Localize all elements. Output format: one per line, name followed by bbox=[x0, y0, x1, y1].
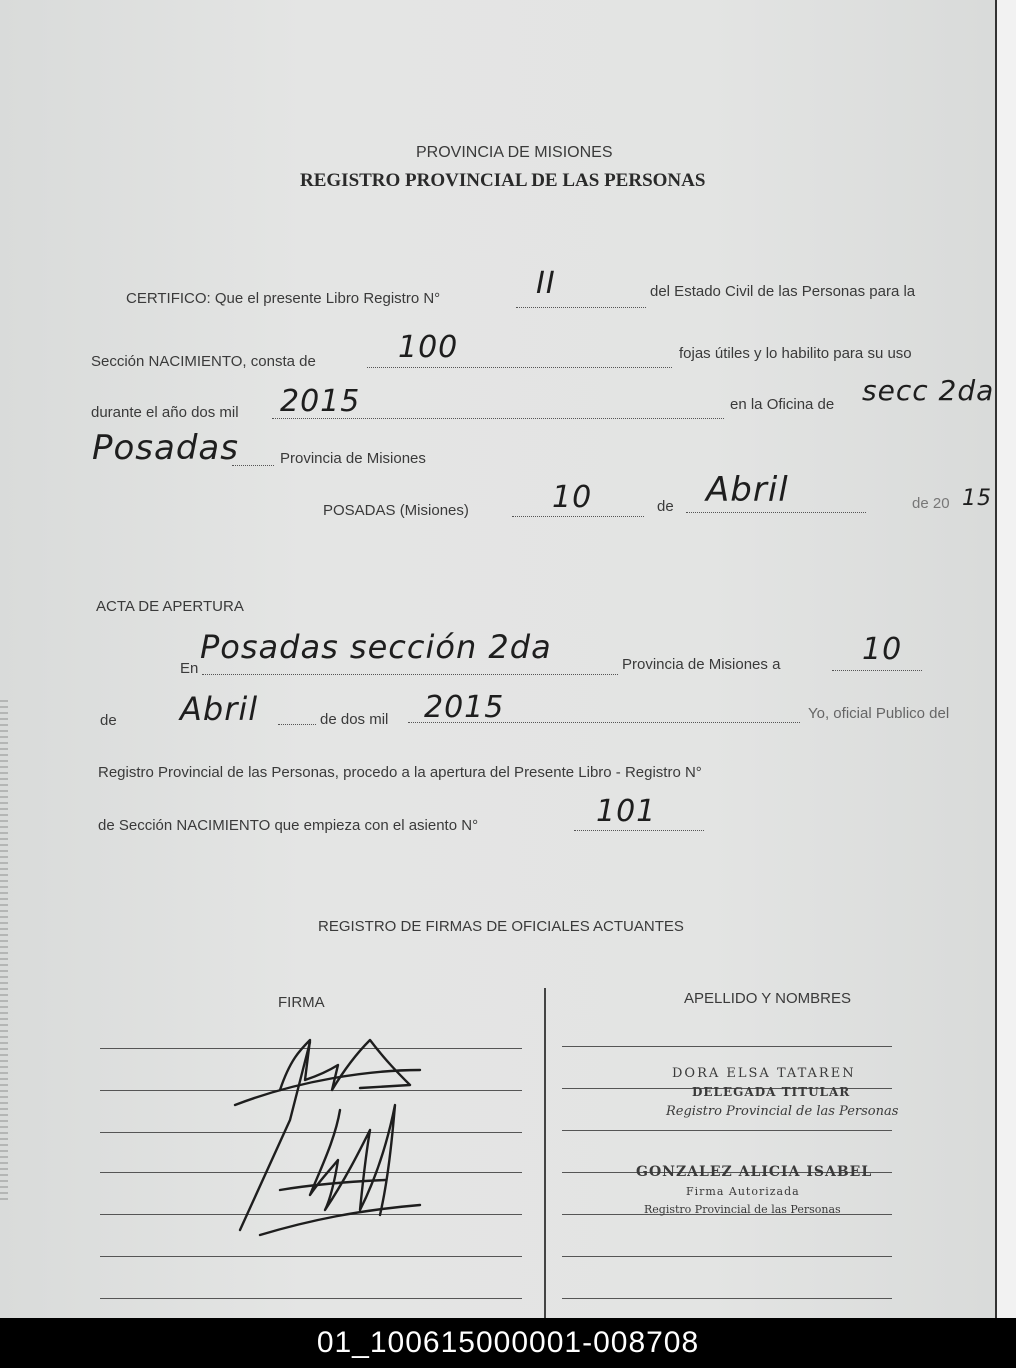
firmas-col-nombres: APELLIDO Y NOMBRES bbox=[684, 990, 852, 1007]
dotted-fill bbox=[202, 674, 618, 675]
dotted-fill bbox=[512, 516, 644, 517]
apertura-place: Posadas sección 2da bbox=[200, 628, 552, 666]
scan-artifact bbox=[0, 700, 8, 1200]
apertura-month: Abril bbox=[180, 690, 259, 728]
cert-city: Posadas bbox=[92, 428, 239, 468]
image-id-bar: 01_100615000001-008708 bbox=[0, 1318, 1016, 1368]
cert-line2-prefix: Sección NACIMIENTO, consta de bbox=[91, 353, 316, 370]
cert-date-prefix: POSADAS (Misiones) bbox=[323, 502, 469, 519]
stamp1-name: DORA ELSA TATAREN bbox=[672, 1066, 856, 1081]
dotted-fill bbox=[516, 307, 646, 308]
cert-fojas-count: 100 bbox=[398, 330, 459, 365]
cert-line4-suffix: Provincia de Misiones bbox=[280, 450, 426, 467]
registry-heading: REGISTRO PROVINCIAL DE LAS PERSONAS bbox=[300, 170, 706, 191]
apertura-line-registro: Registro Provincial de las Personas, procedo a la apertura del Presente Libro - Registro N° bbox=[98, 764, 702, 781]
column-divider bbox=[544, 988, 546, 1318]
apertura-yo-oficial: Yo, oficial Publico del bbox=[808, 705, 950, 722]
signature-line bbox=[100, 1256, 522, 1257]
cert-line3-suffix: en la Oficina de bbox=[730, 396, 835, 413]
cert-line1-suffix: del Estado Civil de las Personas para la bbox=[650, 283, 916, 300]
firmas-col-firma: FIRMA bbox=[278, 994, 325, 1011]
firmas-title: REGISTRO DE FIRMAS DE OFICIALES ACTUANTES bbox=[318, 918, 684, 935]
handwritten-signatures bbox=[220, 1020, 440, 1250]
cert-date-de: de bbox=[657, 498, 674, 515]
name-line bbox=[562, 1298, 892, 1299]
apertura-line-seccion: de Sección NACIMIENTO que empieza con el asiento N° bbox=[98, 817, 479, 834]
cert-year: 2015 bbox=[280, 384, 361, 419]
apertura-title: ACTA DE APERTURA bbox=[96, 598, 244, 615]
apertura-year: 2015 bbox=[424, 690, 505, 725]
cert-line2-suffix: fojas útiles y lo habilito para su uso bbox=[679, 345, 912, 362]
name-line bbox=[562, 1046, 892, 1047]
page-edge bbox=[995, 0, 1016, 1318]
cert-date-year-prefix: de 20 bbox=[912, 495, 950, 512]
name-line bbox=[562, 1130, 892, 1131]
stamp2-name: GONZALEZ ALICIA ISABEL bbox=[636, 1164, 873, 1180]
cert-line1-prefix: CERTIFICO: Que el presente Libro Registro N° bbox=[126, 290, 441, 307]
dotted-fill bbox=[574, 830, 704, 831]
signature-line bbox=[100, 1298, 522, 1299]
apertura-asiento: 101 bbox=[596, 794, 657, 829]
stamp1-org: Registro Provincial de las Personas bbox=[666, 1104, 899, 1119]
stamp1-role: DELEGADA TITULAR bbox=[692, 1085, 851, 1099]
cert-office: secc 2da bbox=[862, 374, 995, 407]
province-heading: PROVINCIA DE MISIONES bbox=[416, 144, 613, 161]
dotted-fill bbox=[686, 512, 866, 513]
cert-date-year: 15 bbox=[962, 486, 992, 511]
name-line bbox=[562, 1256, 892, 1257]
apertura-province: Provincia de Misiones a bbox=[622, 656, 781, 673]
apertura-day: 10 bbox=[862, 632, 903, 667]
dotted-fill bbox=[278, 724, 316, 725]
dotted-fill bbox=[232, 465, 274, 466]
dotted-fill bbox=[367, 367, 672, 368]
dotted-fill bbox=[832, 670, 922, 671]
apertura-en: En bbox=[180, 660, 199, 677]
apertura-de-dos-mil: de dos mil bbox=[320, 711, 389, 728]
apertura-de: de bbox=[100, 712, 117, 729]
cert-line3-prefix: durante el año dos mil bbox=[91, 404, 239, 421]
cert-book-number: II bbox=[536, 266, 556, 301]
stamp2-role: Firma Autorizada bbox=[686, 1185, 800, 1198]
stamp2-org: Registro Provincial de las Personas bbox=[644, 1203, 841, 1216]
cert-date-day: 10 bbox=[552, 480, 593, 515]
cert-date-month: Abril bbox=[706, 470, 789, 510]
